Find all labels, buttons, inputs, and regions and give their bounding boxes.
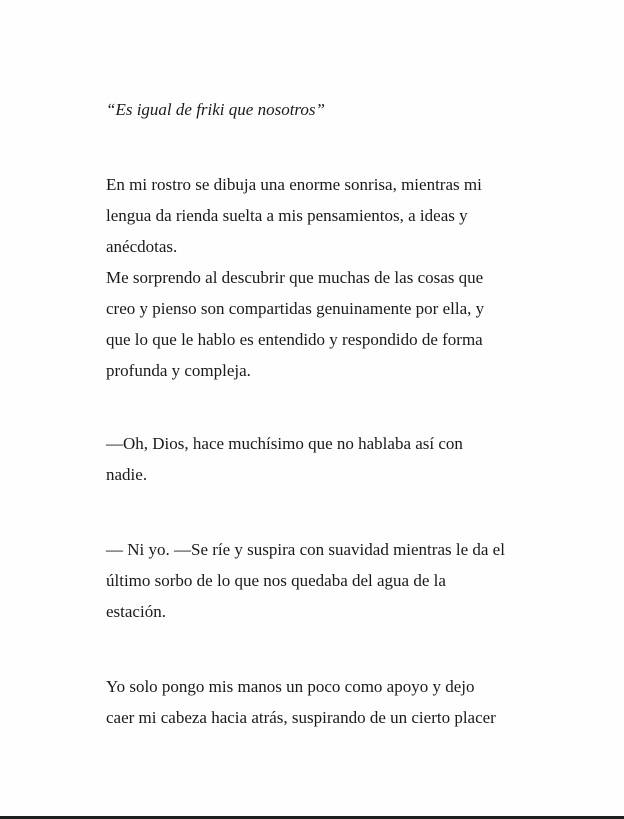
text-line: Yo solo pongo mis manos un poco como apoyo y dejo <box>106 677 475 696</box>
paragraph-4 <box>106 671 526 733</box>
text-line: creo y pienso son compartidas genuinamente por ella, y <box>106 299 485 318</box>
paragraph-3 <box>106 534 526 627</box>
quote-text: “Es igual de friki que nosotros” <box>106 100 325 119</box>
text-line: lengua da rienda suelta a mis pensamientos, a ideas y <box>106 206 468 225</box>
paragraph-2 <box>106 428 526 490</box>
text-line: profunda y compleja. <box>106 361 251 380</box>
text-line: Me sorprendo al descubrir que muchas de las cosas que <box>106 268 484 287</box>
text-line: último sorbo de lo que nos quedaba del agua de la <box>106 571 446 590</box>
text-line: — Ni yo. —Se ríe y suspira con suavidad mientras le da el <box>106 540 505 559</box>
text-line: que lo que le hablo es entendido y respondido de forma <box>106 330 483 349</box>
text-line: nadie. <box>106 465 148 484</box>
text-line: anécdotas. <box>106 237 178 256</box>
text-line: caer mi cabeza hacia atrás, suspirando de un cierto placer <box>106 708 496 727</box>
text-line: En mi rostro se dibuja una enorme sonrisa, mientras mi <box>106 175 482 194</box>
paragraph-1 <box>106 169 526 386</box>
text-line: estación. <box>106 602 166 621</box>
quote-heading <box>106 94 526 125</box>
text-line: —Oh, Dios, hace muchísimo que no hablaba así con <box>106 434 463 453</box>
